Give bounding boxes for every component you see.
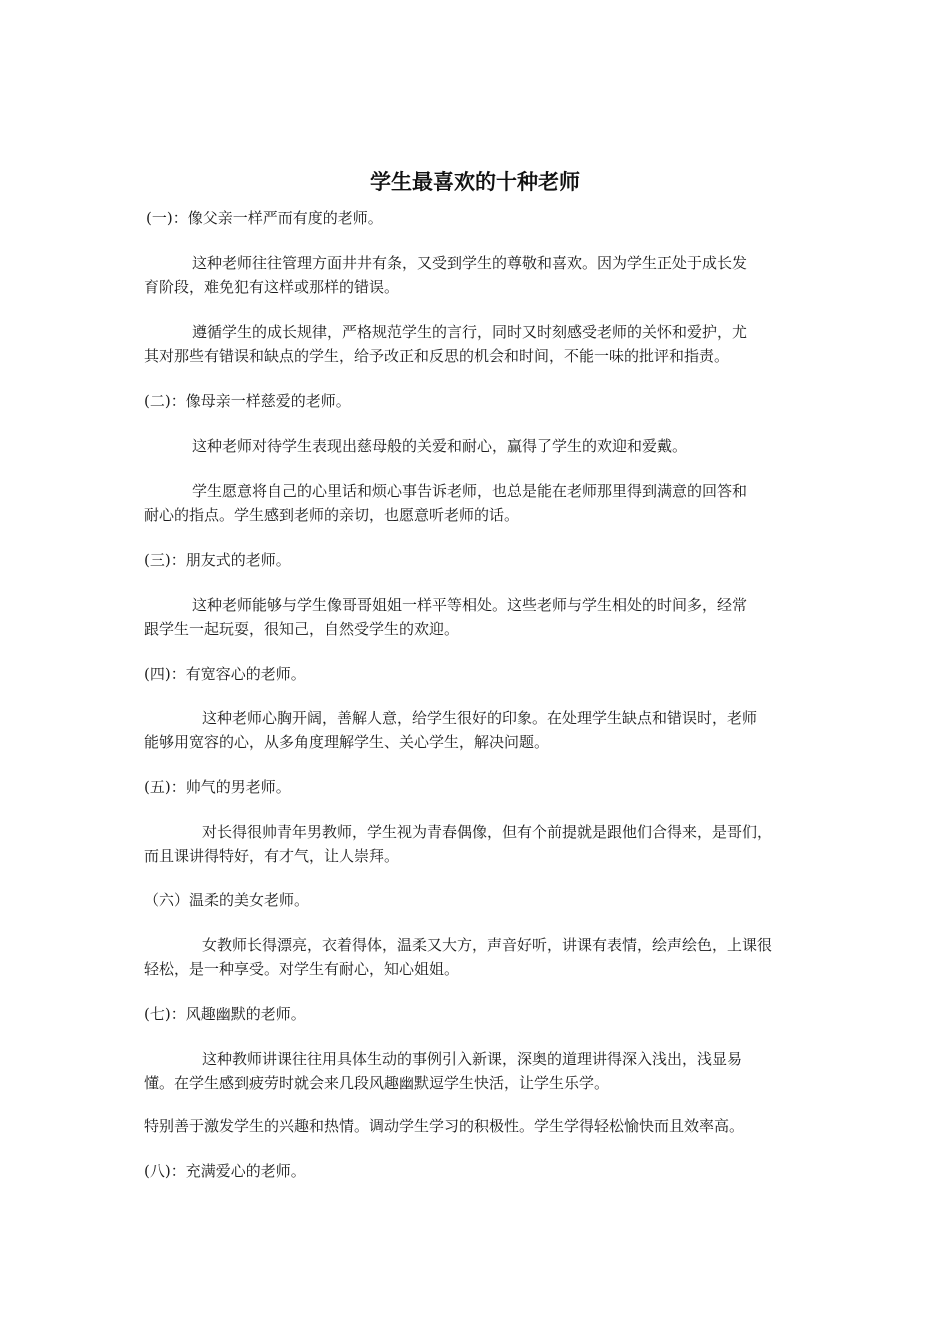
heading-4: (四)：有宽容心的老师。 — [144, 665, 306, 683]
paragraph-line: 这种老师心胸开阔，善解人意，给学生很好的印象。在处理学生缺点和错误时，老师 — [202, 709, 758, 727]
paragraph-line: 耐心的指点。学生感到老师的亲切，也愿意听老师的话。 — [144, 506, 520, 524]
paragraph-line: 学生愿意将自己的心里话和烦心事告诉老师，也总是能在老师那里得到满意的回答和 — [192, 482, 748, 500]
paragraph-line: 轻松，是一种享受。对学生有耐心，知心姐姐。 — [144, 960, 460, 978]
paragraph-line: 遵循学生的成长规律，严格规范学生的言行，同时又时刻感受老师的关怀和爱护，尤 — [192, 323, 748, 341]
document-title: 学生最喜欢的十种老师 — [370, 170, 580, 194]
heading-5: (五)：帅气的男老师。 — [144, 778, 291, 796]
heading-3: (三)：朋友式的老师。 — [144, 551, 291, 569]
paragraph-line: 这种老师对待学生表现出慈母般的关爱和耐心，赢得了学生的欢迎和爱戴。 — [192, 437, 688, 455]
heading-1: (一)：像父亲一样严而有度的老师。 — [146, 209, 383, 227]
paragraph-line: 女教师长得漂亮，衣着得体，温柔又大方，声音好听，讲课有表情，绘声绘色，上课很 — [202, 936, 773, 954]
paragraph-line: 对长得很帅青年男教师，学生视为青春偶像，但有个前提就是跟他们合得来，是哥们， — [202, 823, 773, 841]
heading-6: （六）温柔的美女老师。 — [144, 891, 310, 909]
paragraph-line: 跟学生一起玩耍，很知己，自然受学生的欢迎。 — [144, 620, 460, 638]
paragraph-line: 这种老师能够与学生像哥哥姐姐一样平等相处。这些老师与学生相处的时间多，经常 — [192, 596, 748, 614]
paragraph-line: 能够用宽容的心，从多角度理解学生、关心学生，解决问题。 — [144, 733, 550, 751]
paragraph-line: 育阶段，难免犯有这样或那样的错误。 — [144, 278, 400, 296]
heading-2: (二)：像母亲一样慈爱的老师。 — [144, 392, 351, 410]
heading-8: (八)：充满爱心的老师。 — [144, 1162, 306, 1180]
heading-7: (七)：风趣幽默的老师。 — [144, 1005, 306, 1023]
paragraph-line: 其对那些有错误和缺点的学生，给予改正和反思的机会和时间，不能一味的批评和指责。 — [144, 347, 730, 365]
paragraph-line: 懂。在学生感到疲劳时就会来几段风趣幽默逗学生快活，让学生乐学。 — [144, 1074, 610, 1092]
paragraph-line: 这种教师讲课往往用具体生动的事例引入新课，深奥的道理讲得深入浅出，浅显易 — [202, 1050, 743, 1068]
paragraph-line: 这种老师往往管理方面井井有条，又受到学生的尊敬和喜欢。因为学生正处于成长发 — [192, 254, 748, 272]
paragraph-line: 而且课讲得特好，有才气，让人崇拜。 — [144, 847, 400, 865]
paragraph-line: 特别善于激发学生的兴趣和热情。调动学生学习的积极性。学生学得轻松愉快而且效率高。 — [144, 1117, 745, 1135]
